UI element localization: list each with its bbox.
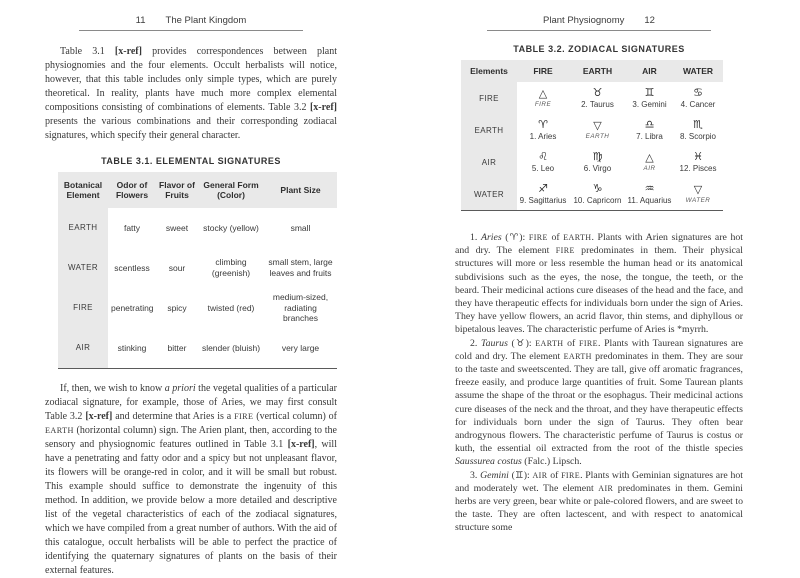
text-segment: AIR	[532, 470, 548, 480]
element-name-label: FIRE	[534, 100, 552, 108]
element-cell: WATER	[461, 178, 517, 211]
text-segment: EARTH	[563, 233, 592, 242]
text-segment: EARTH	[563, 351, 592, 361]
text-segment: ):	[523, 469, 533, 481]
paragraph-intro	[45, 45, 337, 143]
text-segment: FIRE	[555, 246, 575, 256]
element-cell: AIR	[58, 328, 108, 369]
sign-cell	[626, 146, 673, 178]
text-segment: of	[563, 337, 579, 349]
text-segment: 2.	[470, 337, 482, 349]
table-3-1	[58, 172, 337, 369]
table-row	[461, 82, 723, 114]
element-symbol-icon: ▽	[693, 182, 703, 196]
text-segment: the vegetal qualities of a particular zodiacal signature, for example, those of Aries, we may first consult Table 3.2	[45, 383, 337, 422]
text-segment: (	[507, 337, 515, 349]
paragraph-taurus	[455, 337, 743, 469]
sign-label: 11. Aquarius	[627, 196, 672, 205]
text-segment: (horizontal column) sign. The Arien plant, then, according to the sensory and physiognomic features outlined in Table 3.1	[45, 425, 337, 450]
table-row	[461, 146, 723, 178]
sign-cell	[673, 178, 723, 211]
value-cell: very large	[281, 342, 320, 353]
column-header: FIRE	[517, 60, 569, 82]
text-segment: [x-ref]	[114, 46, 142, 57]
zodiac-symbol-icon: ♎	[644, 118, 655, 131]
element-cell: FIRE	[58, 288, 108, 328]
sign-cell	[673, 114, 723, 146]
value-cell: slender (bluish)	[201, 342, 261, 353]
zodiac-symbol-icon: ♈	[538, 118, 548, 131]
zodiac-symbol-icon: ♉	[592, 86, 603, 99]
text-segment: a priori	[164, 383, 196, 394]
text-segment: provides correspondences between plant physiognomies and the four elements. Occult herbalists will notice, however, that this table includes only simple types, which are purely theoretical. In reality, plants have much more complex elemental compositions consisting of combinations of elements. Table 3.2	[45, 46, 337, 113]
sign-label: 12. Pisces	[679, 164, 717, 173]
text-segment: FIRE	[561, 470, 581, 480]
column-header: WATER	[673, 60, 723, 82]
sign-label: 10. Capricorn	[573, 196, 622, 205]
column-header: Odor of Flowers	[108, 172, 156, 208]
table-row	[58, 328, 337, 369]
text-segment: FIRE	[528, 233, 548, 242]
text-segment: EARTH	[45, 426, 74, 435]
column-header: Flavor of Fruits	[156, 172, 198, 208]
running-title: Plant Physiognomy	[543, 15, 625, 26]
sign-cell	[673, 82, 723, 114]
paragraph-aries	[455, 231, 743, 337]
text-segment: (	[501, 232, 509, 243]
zodiac-symbol-inline: ♈	[508, 232, 520, 243]
zodiac-symbol-icon: ♓	[693, 150, 703, 163]
sign-cell	[626, 114, 673, 146]
table-row	[461, 178, 723, 211]
column-header: AIR	[626, 60, 673, 82]
text-segment: If, then, we wish to know	[60, 383, 165, 394]
text-segment: Aries	[480, 232, 502, 243]
text-segment: Saussurea costus	[455, 456, 522, 468]
page-number: 12	[644, 15, 655, 26]
value-cell: sweet	[165, 222, 189, 233]
value-cell: stinking	[117, 342, 147, 353]
text-segment: Gemini	[480, 469, 509, 481]
sign-cell	[569, 178, 626, 211]
table-row	[58, 288, 337, 328]
column-header: Botanical Element	[58, 172, 108, 208]
sign-cell	[626, 178, 673, 211]
running-head-left	[45, 0, 337, 31]
table-row	[58, 248, 337, 288]
value-cell: small	[290, 222, 311, 233]
value-cell: sour	[168, 262, 186, 273]
value-cell: spicy	[167, 302, 187, 313]
element-cell: FIRE	[461, 82, 517, 114]
sign-label: 5. Leo	[531, 164, 555, 173]
text-segment: ):	[519, 232, 529, 243]
column-header: Elements	[461, 60, 517, 82]
text-segment: of	[547, 469, 562, 481]
table-3-2	[461, 60, 723, 211]
sign-cell	[569, 114, 626, 146]
text-segment: [x-ref]	[287, 439, 315, 450]
running-title: The Plant Kingdom	[165, 15, 247, 26]
sign-cell	[517, 146, 569, 178]
column-header: EARTH	[569, 60, 626, 82]
sign-label: 4. Cancer	[680, 100, 716, 109]
sign-label: 7. Libra	[636, 132, 663, 141]
text-segment: Table 3.1	[60, 46, 115, 57]
sign-label: 1. Aries	[529, 132, 557, 141]
element-cell: AIR	[461, 146, 517, 178]
sign-cell	[673, 146, 723, 178]
sign-cell	[517, 178, 569, 211]
value-cell: medium-sized, radiating branches	[272, 292, 329, 324]
text-segment: , will have a penetrating and fatty odor and a spicy but not unpleasant flavor, its flowers will be orange-red in color, and it will be small but robust. This example should suffice to demonstrate the ingenuity of this method. In addition, we provide below a more detailed and descriptive list of the vegetal characteristics of each of the zodiacal signatures, which we have compiled from a great number of authors. With the aid of this catalogue, occult herbalists will be able to perfect the practice of identifying the quaternary signatures of plants on the basis of their external features.	[45, 439, 337, 576]
header-rule	[487, 30, 711, 31]
table-3-2-title: TABLE 3.2. ZODIACAL SIGNATURES	[513, 44, 685, 54]
zodiac-symbol-icon: ♏	[693, 118, 703, 131]
zodiac-symbol-icon: ♒	[644, 182, 655, 195]
table-3-1-title: TABLE 3.1. ELEMENTAL SIGNATURES	[101, 156, 281, 166]
table-header-row	[461, 60, 723, 82]
zodiac-symbol-icon: ♋	[693, 86, 703, 99]
text-segment: [x-ref]	[309, 102, 337, 113]
table-header-row	[58, 172, 337, 208]
table-row	[58, 208, 337, 248]
value-cell: scentless	[114, 262, 150, 273]
zodiac-symbol-inline: ♉	[514, 337, 526, 349]
sign-label: 9. Sagittarius	[519, 196, 567, 205]
text-segment: (vertical column) of	[253, 411, 337, 422]
element-cell: EARTH	[58, 208, 108, 248]
text-segment: 3.	[470, 469, 481, 481]
running-head-right	[455, 0, 743, 31]
element-name-label: EARTH	[585, 132, 610, 140]
page-left	[45, 0, 337, 576]
text-segment: presents the various combinations and their corresponding zodiacal signatures, which specify their general character.	[45, 116, 337, 141]
value-cell: twisted (red)	[207, 302, 255, 313]
zodiac-symbol-icon: ♐	[538, 182, 548, 195]
paragraph-method	[45, 382, 337, 578]
sign-label: 2. Taurus	[581, 100, 614, 109]
header-rule	[79, 30, 303, 31]
zodiac-symbol-icon: ♍	[592, 150, 603, 163]
element-name-label: AIR	[643, 164, 656, 172]
sign-cell	[569, 146, 626, 178]
element-symbol-icon: △	[645, 150, 654, 164]
sign-cell	[626, 82, 673, 114]
value-cell: bitter	[167, 342, 187, 353]
value-cell: climbing (greenish)	[211, 257, 251, 278]
text-segment: (Falc.) Lipsch.	[521, 456, 582, 468]
text-segment: [x-ref]	[85, 411, 113, 422]
column-header: Plant Size	[264, 172, 337, 208]
zodiac-symbol-icon: ♊	[644, 86, 655, 99]
column-header: General Form (Color)	[198, 172, 264, 208]
text-segment: . Plants with Geminian signatures are hot and moderately wet. The element	[455, 469, 743, 494]
page-number: 11	[135, 15, 146, 26]
sign-label: 6. Virgo	[583, 164, 612, 173]
value-cell: fatty	[123, 222, 141, 233]
sign-cell	[569, 82, 626, 114]
text-segment: FIRE	[578, 338, 598, 348]
element-name-label: WATER	[685, 196, 711, 204]
sign-label: 3. Gemini	[632, 100, 667, 109]
text-segment: . Plants with Taurean signatures are cold and dry. The element	[455, 337, 744, 362]
text-segment: FIRE	[234, 412, 254, 421]
sign-cell	[517, 82, 569, 114]
text-segment: Taurus	[481, 337, 508, 349]
sign-cell	[517, 114, 569, 146]
text-segment: of	[547, 232, 564, 243]
text-segment: EARTH	[535, 338, 564, 348]
value-cell: penetrating	[111, 302, 154, 313]
table-row	[461, 114, 723, 146]
page-right	[455, 0, 743, 571]
zodiac-symbol-inline: ♊	[514, 469, 524, 481]
element-cell: EARTH	[461, 114, 517, 146]
element-symbol-icon: ▽	[593, 118, 602, 132]
value-cell: small stem, large leaves and fruits	[268, 257, 333, 278]
value-cell: stocky (yellow)	[203, 222, 259, 233]
text-segment: predominates in them. Gemini herbs are very green, bear white or pale-colored flowers, and are sweet to the taste. They are often lactescent, and with respect to anatomical structure some	[455, 482, 743, 534]
text-segment: ):	[525, 337, 536, 349]
element-symbol-icon: △	[538, 86, 548, 100]
text-segment: predominates in them. Their physical structures will more or less resemble the human head or its anatomical subdivisions such as the eyes, the nose, the tongue, the teeth, or the beard. Their medicinal actions cure diseases of the head and the face, and they have therapeutic effects for individuals born under the sign of Aries. They have yellow flowers, an acrid flavor, thin stems, and diphyllous or bipetalous leaves. The characteristic perfume of Aries is *myrrh.	[455, 245, 743, 336]
text-segment: and determine that Aries is a	[112, 411, 235, 422]
text-segment: (	[508, 469, 515, 481]
zodiac-symbol-icon: ♑	[592, 182, 603, 195]
text-segment: predominates in them. They are sour to the taste and sweetscented. They are tall, give off aromatic fragrances, freeze easily, and produce large quantities of fruit. Some Taurean plants assume the shape of the throat or the esophagus. Their medicinal actions cure diseases of the neck and the throat, and they have therapeutic effects for individuals born under the sign of Taurus. They often bear androgynous flowers. The characteristic perfume of Taurus is costus or kuth, the essential oil extracted from the root of the thistle species	[455, 350, 743, 455]
text-segment: AIR	[598, 483, 614, 493]
zodiac-symbol-icon: ♌	[538, 150, 548, 163]
sign-label: 8. Scorpio	[679, 132, 717, 141]
text-segment: . Plants with Arien signatures are hot and dry. The element	[455, 232, 744, 257]
paragraph-gemini	[455, 469, 743, 535]
text-segment: 1.	[470, 232, 481, 243]
element-cell: WATER	[58, 248, 108, 288]
